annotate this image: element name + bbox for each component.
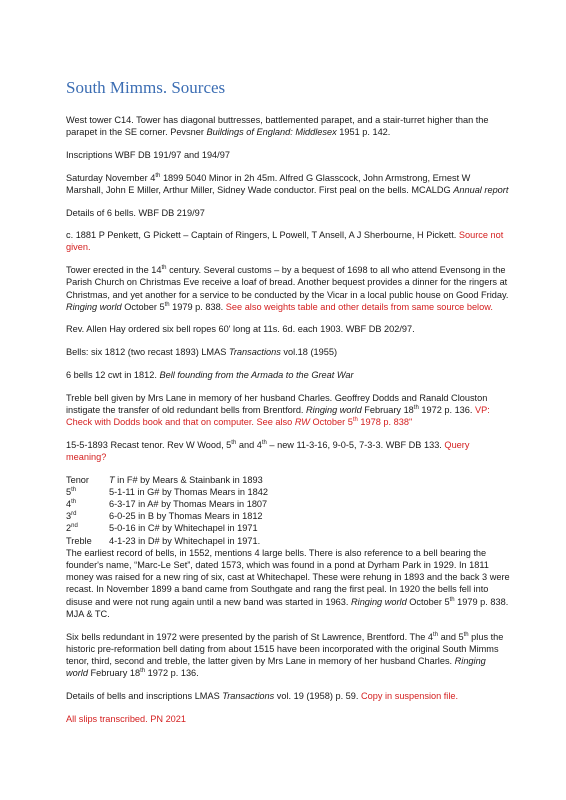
paragraph-bell-ropes: Rev. Allen Hay ordered six bell ropes 60' long at 11s. 6d. each 1903. WBF DB 202/97. — [66, 324, 415, 335]
paragraph-recast-tenor: 15-5-1893 Recast tenor. Rev W Wood, 5th and 4th – new 11-3-16, 9-0-5, 7-3-3. WBF DB 133. Query meaning? — [66, 439, 470, 462]
paragraph-bell-details: Details of 6 bells. WBF DB 219/97 — [66, 207, 205, 218]
paragraph-first-peal: Saturday November 4th 1899 5040 Minor in 2h 45m. Alfred G Glasscock, John Armstrong, Ernest W Marshall, John E Miller, Arthur Miller, Sidney Wade conductor. First peal on the bells. MCALDG Annual report — [66, 172, 509, 195]
bell-row: 3rd 6-0-25 in B by Thomas Mears in 1812 — [66, 511, 263, 522]
bell-row: Treble 4-1-23 in D# by Whitechapel in 1971. — [66, 535, 261, 546]
paragraph-ringers-1881: c. 1881 P Penkett, G Pickett – Captain of Ringers, L Powell, T Ansell, A J Sherbourne, H Pickett. Source not given. — [66, 230, 504, 253]
paragraph-bell-founding: 6 bells 12 cwt in 1812. Bell founding from the Armada to the Great War — [66, 369, 354, 380]
paragraph-earliest-record: The earliest record of bells, in 1552, mentions 4 large bells. There is also reference to a bell bearing the founder's name, “Marc-Le Set”, dated 1573, which was found in a pond at Dyrham Park in 1929. In 1811 money was raised for a new ring of six, cast at Whitechapel. These were rehung in 1893 and the back 3 were recast. In November 1899 a band came from Southgate and rang the first peal. In 1920 the bells fell into disuse and were not rung again until a new band was started in 1963. Ringing world October 5th 1979 p. 838. MJA & TC. — [66, 547, 510, 619]
page-title: South Mimms. Sources — [66, 78, 226, 97]
paragraph-transcribed-note: All slips transcribed. PN 2021 — [66, 713, 187, 724]
bell-row: 2nd 5-0-16 in C# by Whitechapel in 1971 — [66, 523, 258, 534]
bell-row: 4th 6-3-17 in A# by Thomas Mears in 1807 — [66, 498, 268, 509]
bell-list — [66, 474, 510, 547]
paragraph-bells-1812: Bells: six 1812 (two recast 1893) LMAS Transactions vol.18 (1955) — [66, 347, 338, 358]
paragraph-treble-gift: Treble bell given by Mrs Lane in memory of her husband Charles. Geoffrey Dodds and Ranald Clouston instigate the transfer of old redundant bells from Brentford. Ringing world February 18th 1972 p. 136. VP: Check with Dodds book and that on computer. See also RW October 5th 1978 p. 838" — [66, 392, 490, 427]
bell-row: Tenor T in F# by Mears & Stainbank in 1893 — [66, 474, 263, 485]
paragraph-lmas-details: Details of bells and inscriptions LMAS Transactions vol. 19 (1958) p. 59. Copy in suspension file. — [66, 690, 459, 701]
paragraph-customs: Tower erected in the 14th century. Several customs – by a bequest of 1698 to all who attend Evensong in the Parish Church on Christmas Eve receive a loaf of bread. Another bequest provides a dinner for the ringers at Christmas, and yet another for a service to be conducted by the Vicar in a local public house on Good Friday. Ringing world October 5th 1979 p. 838. See also weights table and other details from same source below. — [66, 265, 509, 312]
paragraph-redundant-bells: Six bells redundant in 1972 were presented by the parish of St Lawrence, Brentford. The 4th and 5th plus the historic pre-reformation bell dating from about 1515 have been incorporated with the original South Mimms tenor, third, second and treble, the latter given by Mrs Lane in memory of her husband Charles. Ringing world February 18th 1972 p. 136. — [66, 631, 504, 679]
bell-row: 5th 5-1-11 in G# by Thomas Mears in 1842 — [66, 486, 268, 497]
paragraph-tower-pevsner: West tower C14. Tower has diagonal buttresses, battlemented parapet, and a stair-turret higher than the parapet in the SE corner. Pevsner Buildings of England: Middlesex 1951 p. 142. — [66, 115, 489, 138]
paragraph-inscriptions: Inscriptions WBF DB 191/97 and 194/97 — [66, 149, 230, 160]
